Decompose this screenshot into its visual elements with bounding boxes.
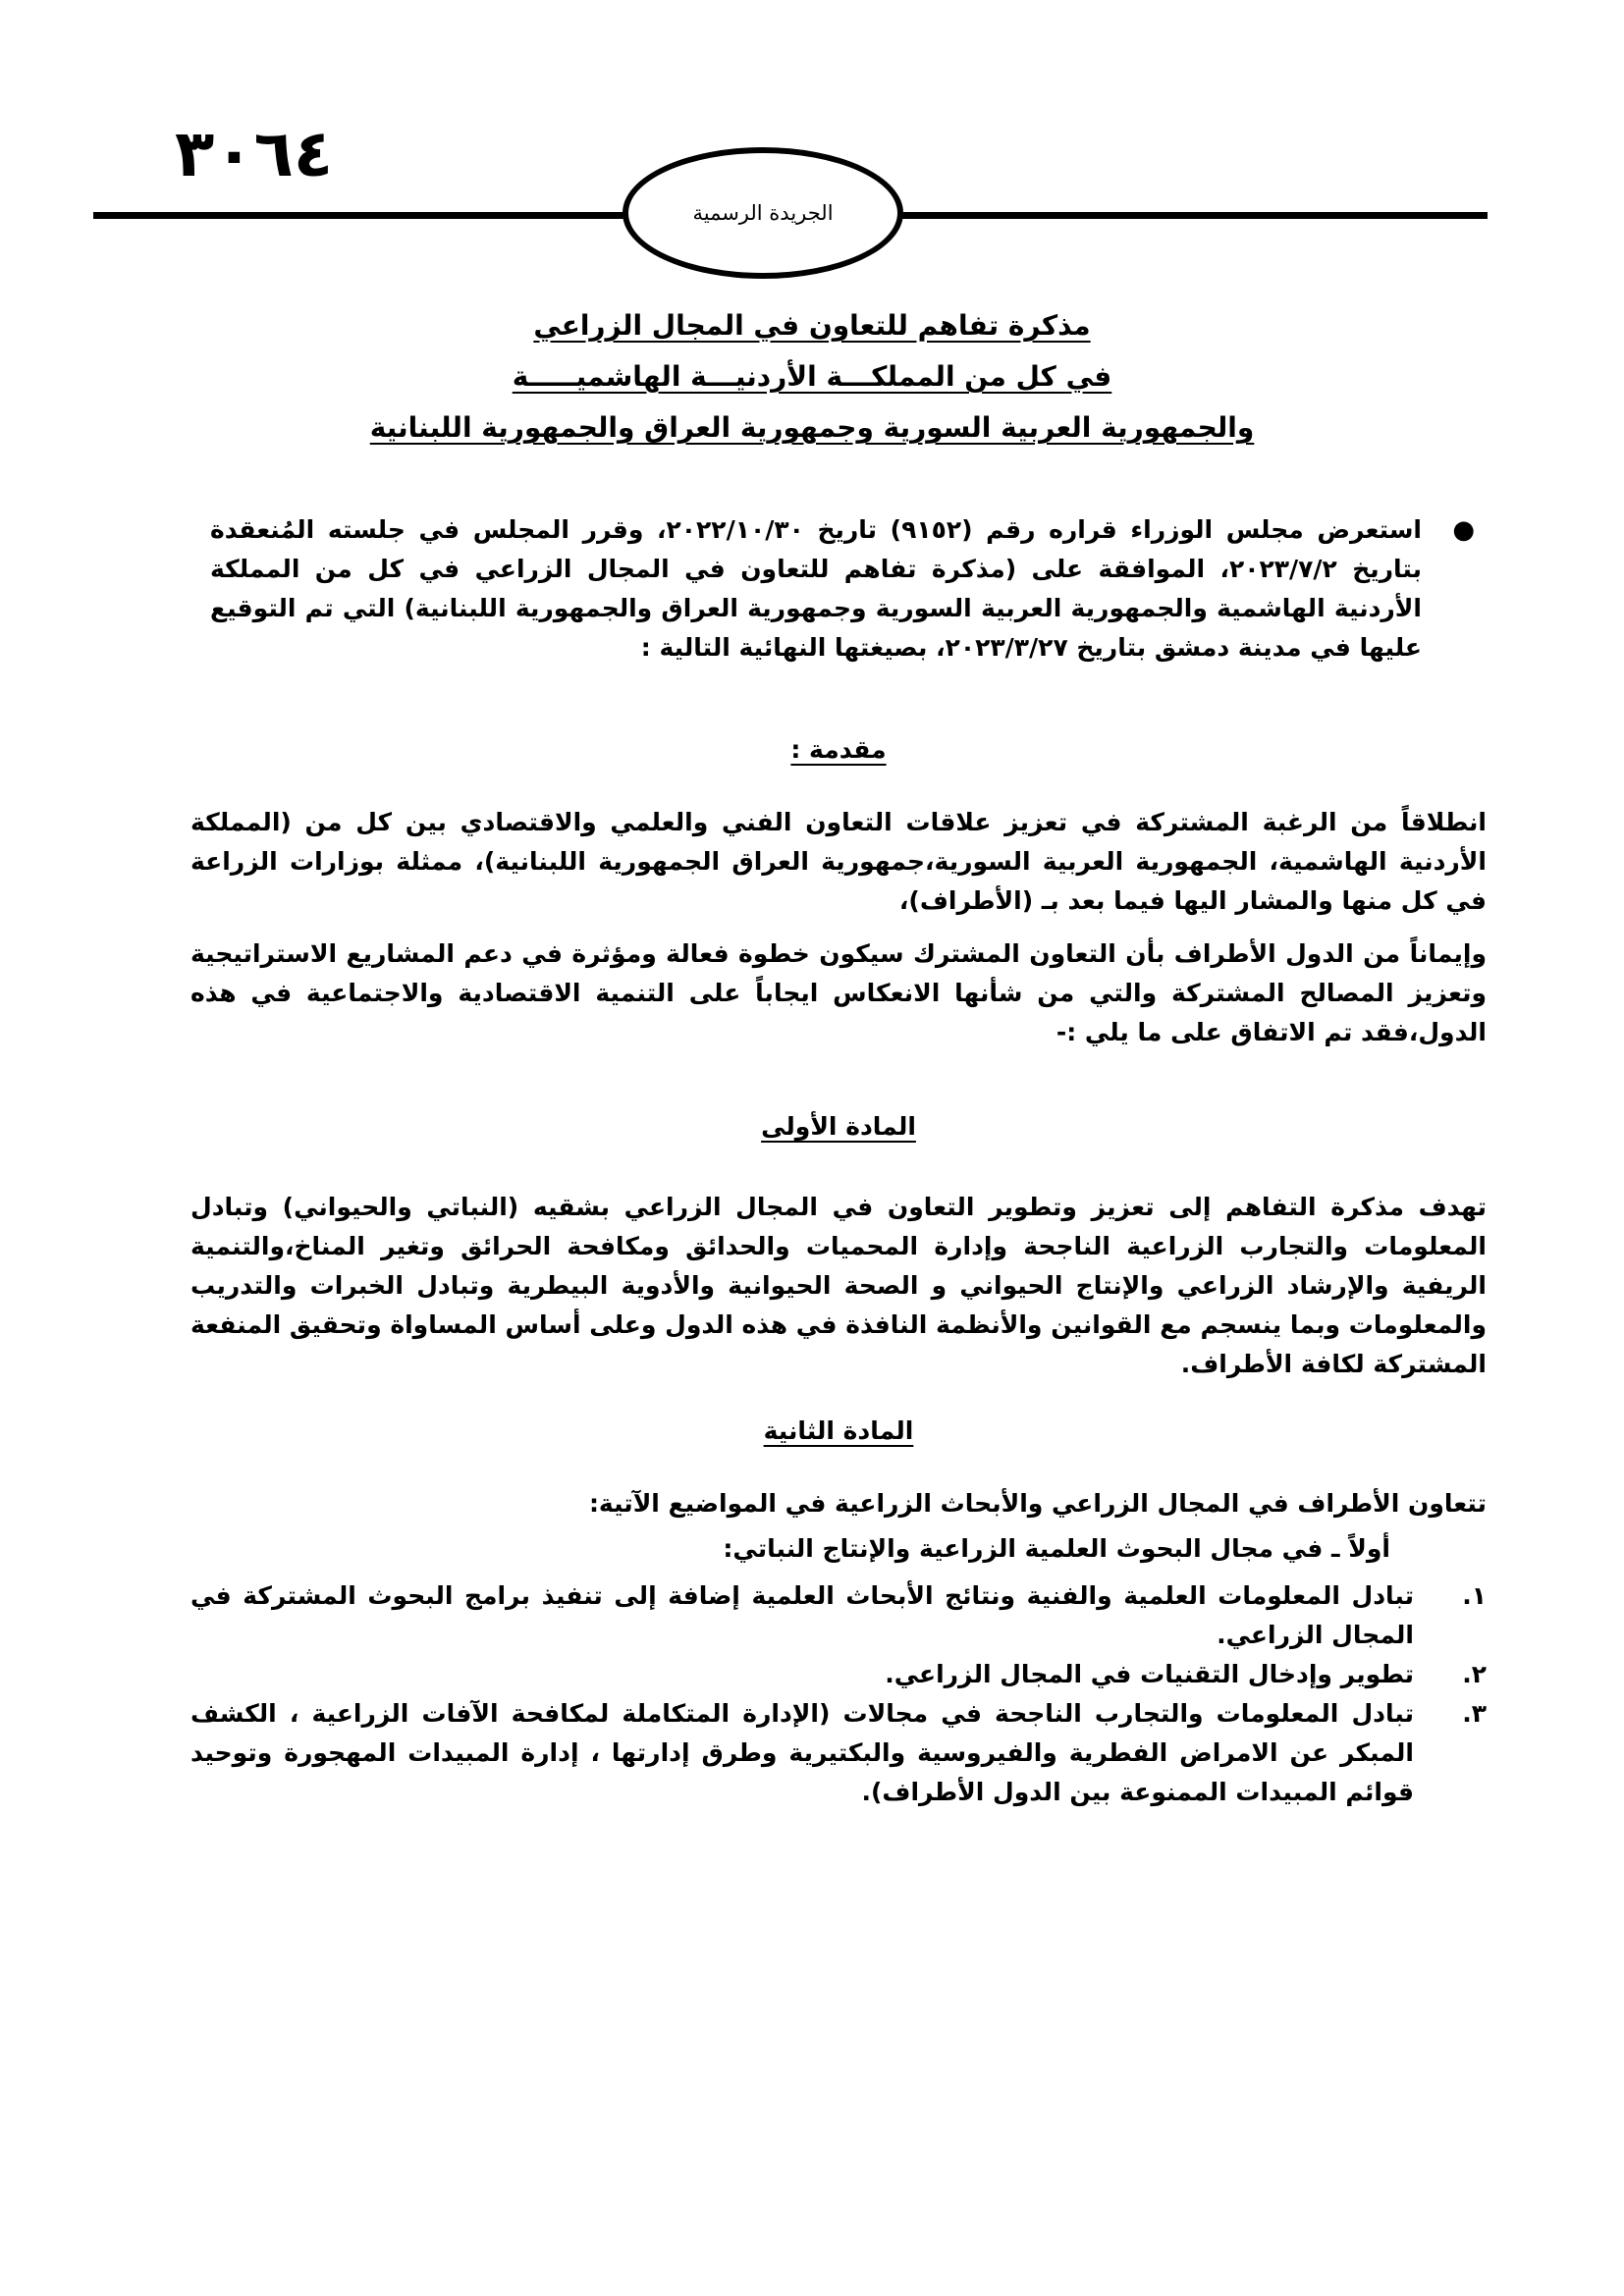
page-number: ٣٠٦٤ (175, 116, 334, 191)
document-title (196, 300, 1428, 454)
list-item-text: تطوير وإدخال التقنيات في المجال الزراعي. (885, 1660, 1414, 1688)
gazette-masthead (623, 147, 903, 279)
list-item-number: ١. (1462, 1581, 1487, 1610)
list-item-text: تبادل المعلومات والتجارب الناجحة في مجالات (الإدارة المتكاملة لمكافحة الآفات الزراعية ، الكشف المبكر عن الامراض الفطرية والفيروسية والبكتيرية وطرق إدارتها ، إدارة المبيدات المهجورة وتوحيد قوائم المبيدات الممنوعة بين الدول الأطراف). (190, 1699, 1414, 1806)
preamble-paragraph-1: انطلاقاً من الرغبة المشتركة في تعزيز علاقات التعاون الفني والعلمي والاقتصادي بين كل من (المملكة الأردنية الهاشمية، الجمهورية العربية السورية،جمهورية العراق الجمهورية اللبنانية)، ممثلة بوزارات الزراعة في كل منها والمشار اليها فيما بعد بـ (الأطراف)، (190, 808, 1487, 915)
list-item (190, 1694, 1487, 1812)
list-item-number: ٢. (1462, 1660, 1487, 1688)
article-2-section-1-title: أولاً ـ في مجال البحوث العلمية الزراعية والإنتاج النباتي: (723, 1534, 1390, 1563)
article-2-items (190, 1576, 1487, 1812)
bullet-icon: ● (1452, 515, 1475, 545)
article-1-heading: المادة الأولى (761, 1112, 916, 1141)
list-item (190, 1655, 1487, 1694)
list-item (190, 1576, 1487, 1655)
title-line-2: في كل من المملكـــة الأردنيـــة الهاشميـــــة (512, 360, 1112, 393)
intro-text: استعرض مجلس الوزراء قراره رقم (٩١٥٢) تاريخ ٢٠٢٢/١٠/٣٠، وقرر المجلس في جلسته المُنعقدة بتاريخ ٢٠٢٣/٧/٢، الموافقة على (مذكرة تفاهم للتعاون في المجال الزراعي في كل من المملكة الأردنية الهاشمية والجمهورية العربية السورية وجمهورية العراق والجمهورية اللبنانية) التي تم التوقيع عليها في مدينة دمشق بتاريخ ٢٠٢٣/٣/٢٧، بصيغتها النهائية التالية : (210, 515, 1423, 662)
title-line-1: مذكرة تفاهم للتعاون في المجال الزراعي (533, 309, 1091, 342)
preamble-heading: مقدمة : (790, 735, 887, 764)
article-1-text: تهدف مذكرة التفاهم إلى تعزيز وتطوير التعاون في المجال الزراعي بشقيه (النباتي والحيواني) وتبادل المعلومات والتجارب الزراعية الناجحة وإدارة المحميات والحدائق ومكافحة الحرائق وتغير المناخ،والتنمية الريفية والإرشاد الزراعي والإنتاج الحيواني و الصحة الحيوانية والأدوية البيطرية وتبادل الخبرات والتدريب والمعلومات وبما ينسجم مع القوانين والأنظمة النافذة في هذه الدول وعلى أساس المساواة وتحقيق المنفعة المشتركة لكافة الأطراف. (190, 1193, 1487, 1378)
intro-bullet-paragraph (190, 510, 1487, 667)
article-2-lead: تتعاون الأطراف في المجال الزراعي والأبحاث الزراعية في المواضيع الآتية: (588, 1489, 1487, 1518)
title-line-3: والجمهورية العربية السورية وجمهورية العراق والجمهورية اللبنانية (369, 411, 1255, 444)
gazette-name: الجريدة الرسمية (692, 201, 834, 225)
list-item-number: ٣. (1462, 1699, 1487, 1728)
article-2-heading: المادة الثانية (763, 1416, 914, 1445)
document-body (190, 510, 1487, 1812)
list-item-text: تبادل المعلومات العلمية والفنية ونتائج الأبحاث العلمية إضافة إلى تنفيذ برامج البحوث المشتركة في المجال الزراعي. (190, 1581, 1414, 1649)
preamble-paragraph-2: وإيماناً من الدول الأطراف بأن التعاون المشترك سيكون خطوة فعالة ومؤثرة في دعم المشاريع الاستراتيجية وتعزيز المصالح المشتركة والتي من شأنها الانعكاس ايجاباً على التنمية الاقتصادية والاجتماعية في هذه الدول،فقد تم الاتفاق على ما يلي :- (190, 939, 1487, 1046)
